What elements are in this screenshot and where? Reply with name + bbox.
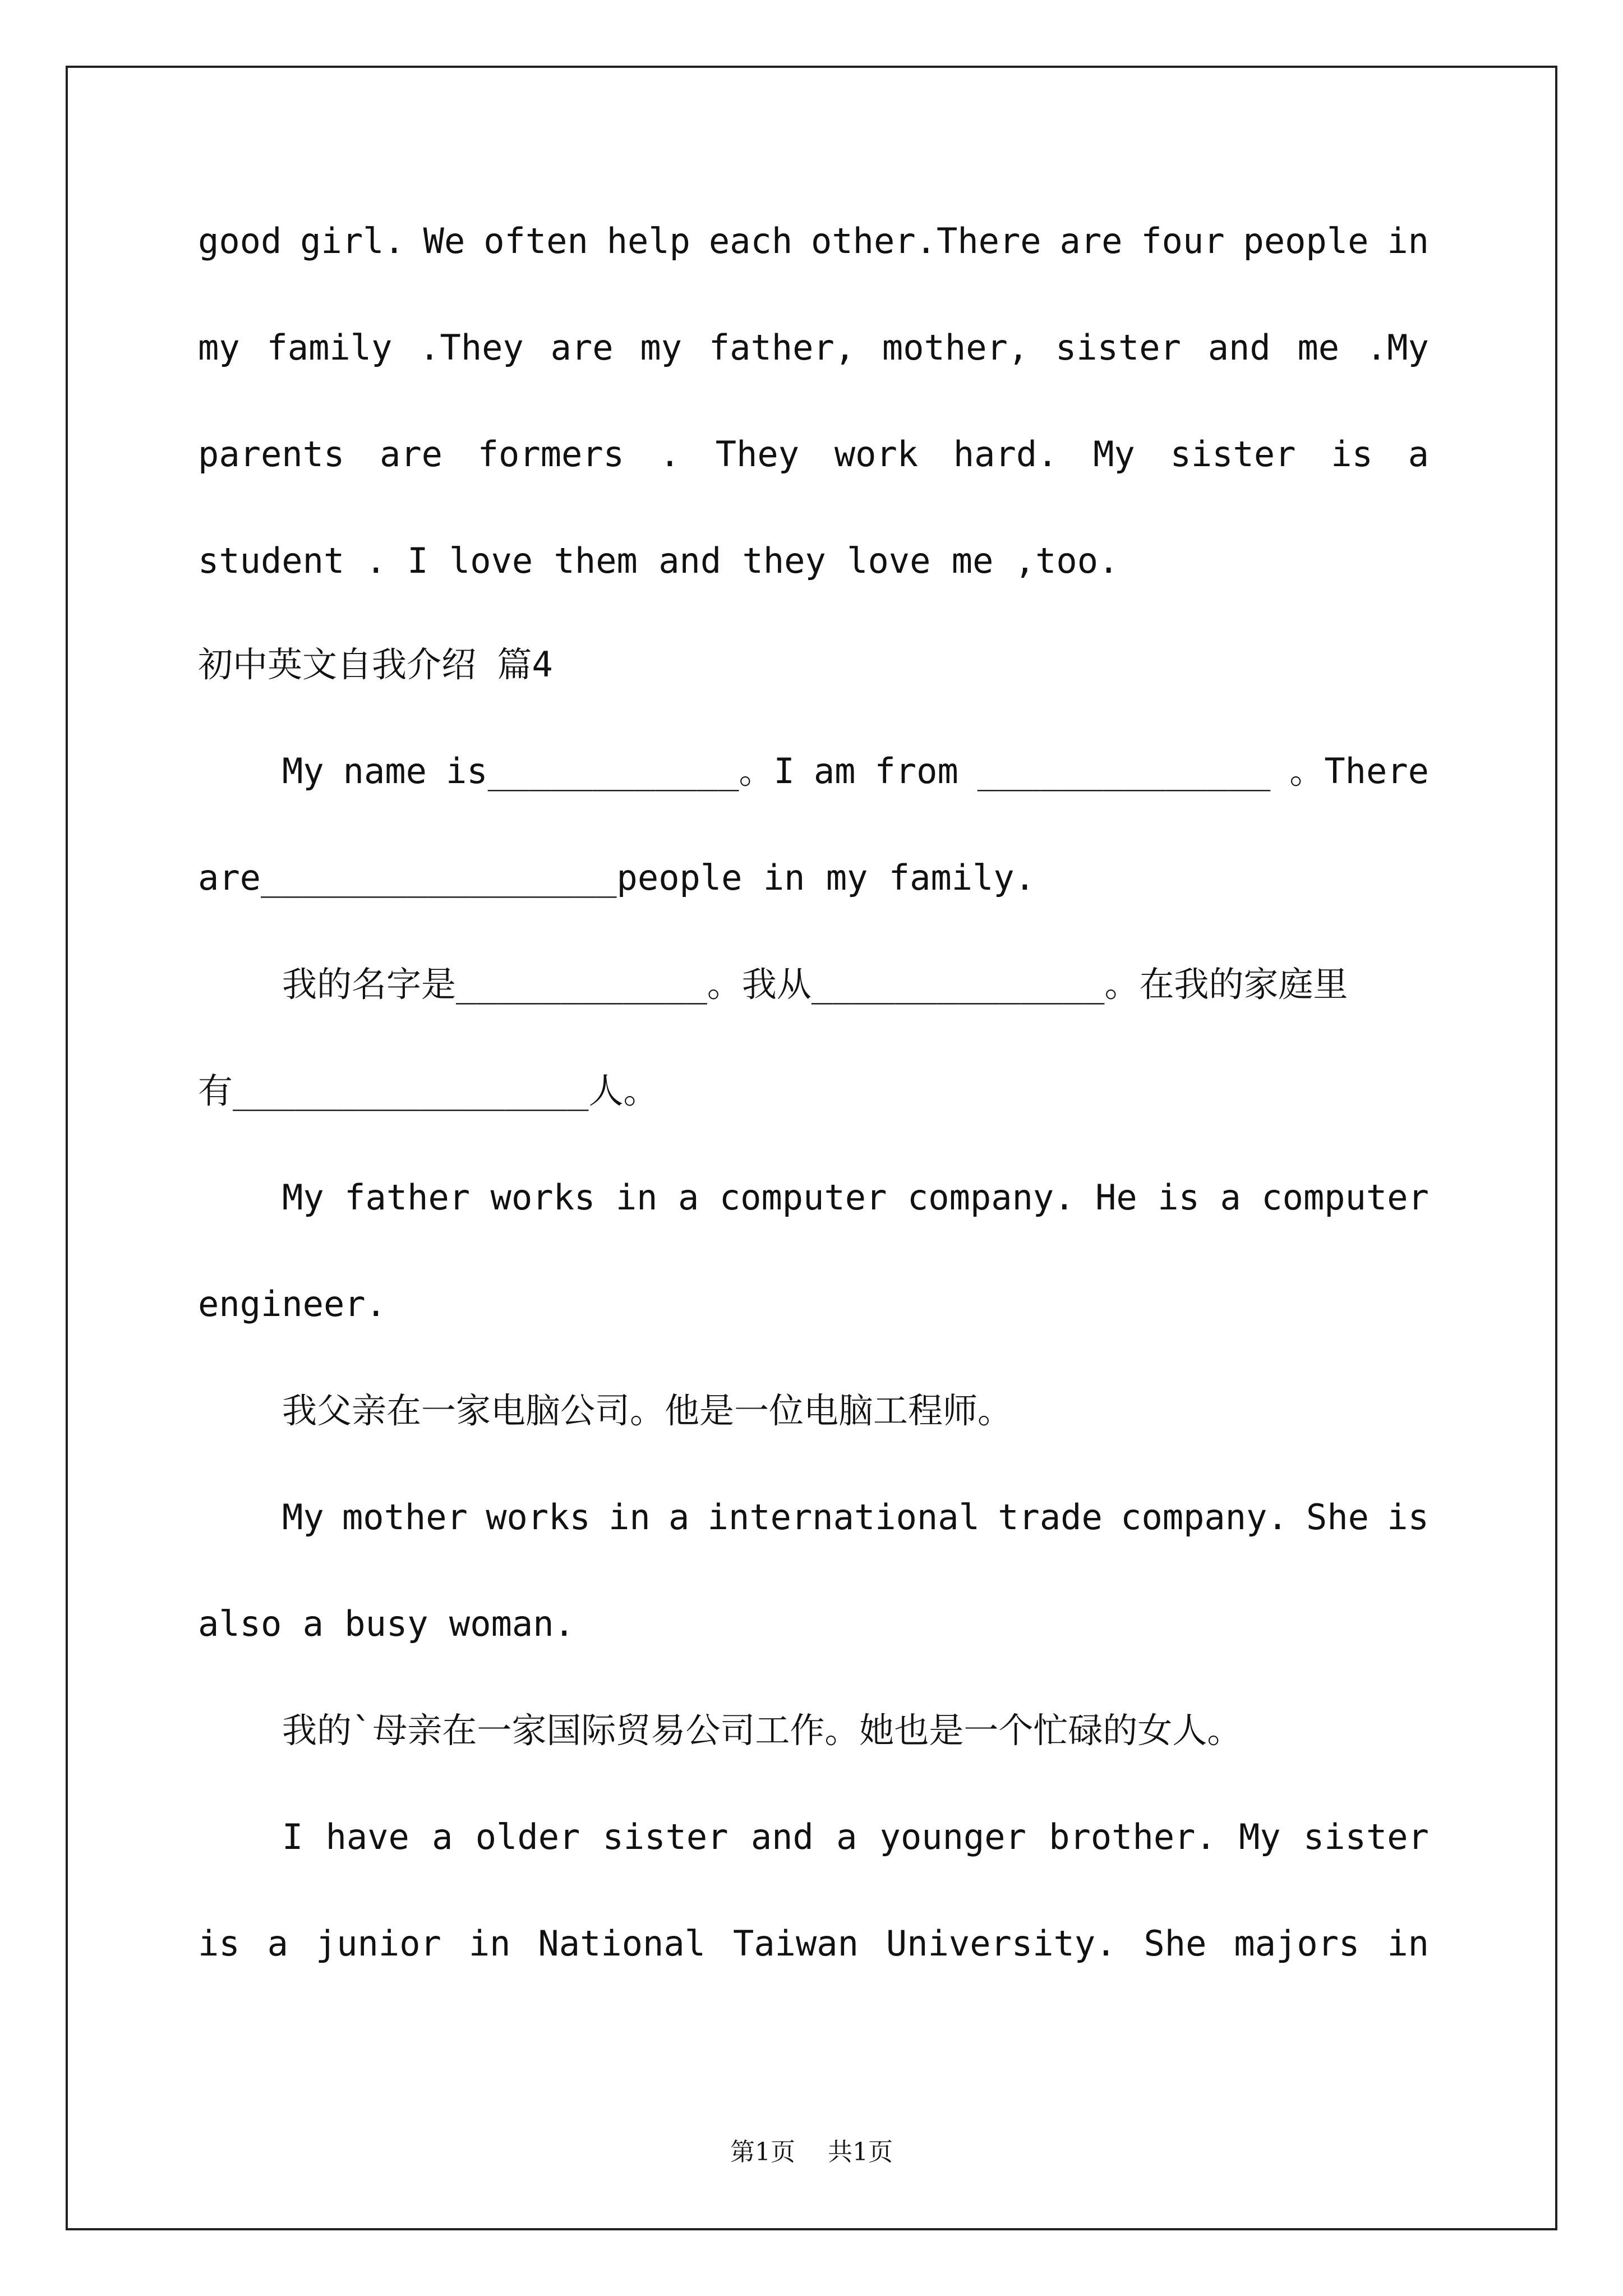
word: is xyxy=(1387,1497,1429,1538)
word: and xyxy=(1207,327,1271,368)
word: mother xyxy=(342,1497,468,1538)
word: She xyxy=(1144,1923,1207,1964)
word: Taiwan xyxy=(733,1923,859,1964)
word: company. xyxy=(1121,1497,1288,1538)
word: in xyxy=(1387,220,1429,261)
word: . xyxy=(659,434,681,475)
paragraph-line: also a busy woman. xyxy=(198,1603,575,1644)
word: My xyxy=(282,1497,324,1538)
word: They xyxy=(715,434,800,475)
paragraph-line: are_________________people in my family. xyxy=(198,857,1036,898)
word: formers xyxy=(477,434,625,475)
section-heading: 初中英文自我介绍 篇4 xyxy=(198,644,553,685)
word: 我的名字是____________。我从______________。在我的家庭里 xyxy=(282,964,1348,1005)
page-total: 共1页 xyxy=(828,2138,893,2166)
word: four xyxy=(1141,220,1225,261)
word: name xyxy=(343,751,427,792)
word: a xyxy=(677,1177,699,1218)
word: girl. xyxy=(300,220,405,261)
paragraph-line xyxy=(198,1806,1429,1868)
word: and xyxy=(750,1816,814,1857)
word: .My xyxy=(1366,327,1429,368)
page-number: 第1页 xyxy=(730,2138,795,2166)
word: company. xyxy=(907,1177,1075,1218)
paragraph-line xyxy=(198,317,1429,379)
word: She xyxy=(1306,1497,1370,1538)
paragraph-line xyxy=(198,1167,1429,1228)
word: trade xyxy=(998,1497,1103,1538)
word: I xyxy=(282,1816,303,1857)
word: from xyxy=(874,751,958,792)
word: work xyxy=(834,434,919,475)
word: in xyxy=(468,1923,511,1964)
paragraph-line xyxy=(198,424,1429,485)
word: help xyxy=(606,220,690,261)
word: other.There xyxy=(811,220,1041,261)
word: .They xyxy=(419,327,524,368)
word: is xyxy=(1158,1177,1200,1218)
word: father, xyxy=(708,327,856,368)
page-border xyxy=(66,66,1557,2230)
word: in xyxy=(1387,1923,1429,1964)
paragraph-line xyxy=(198,740,1429,802)
word: brother. xyxy=(1049,1816,1216,1857)
word: My xyxy=(1093,434,1135,475)
word: a xyxy=(1220,1177,1241,1218)
word: My xyxy=(1239,1816,1281,1857)
word: He xyxy=(1095,1177,1137,1218)
word: hard. xyxy=(953,434,1058,475)
word: We xyxy=(423,220,465,261)
word: people xyxy=(1243,220,1369,261)
paragraph-line xyxy=(198,1487,1429,1548)
word: a xyxy=(267,1923,288,1964)
word: my xyxy=(198,327,240,368)
word: good xyxy=(198,220,282,261)
word: have xyxy=(325,1816,409,1857)
word: family xyxy=(266,327,393,368)
word: in xyxy=(615,1177,658,1218)
page-footer xyxy=(0,2132,1623,2168)
word: University. xyxy=(886,1923,1117,1964)
word: parents xyxy=(198,434,345,475)
word: sister xyxy=(1055,327,1181,368)
word: works xyxy=(490,1177,596,1218)
word: me xyxy=(1297,327,1340,368)
paragraph-line: engineer. xyxy=(198,1283,386,1324)
word: older xyxy=(475,1816,580,1857)
word: often xyxy=(483,220,588,261)
word: a xyxy=(668,1497,690,1538)
word: National xyxy=(538,1923,706,1964)
word: ______________ xyxy=(977,751,1271,792)
word: father xyxy=(344,1177,471,1218)
paragraph-line: 我的`母亲在一家国际贸易公司工作。她也是一个忙碌的女人。 xyxy=(282,1710,1242,1751)
word: computer xyxy=(719,1177,887,1218)
word: a xyxy=(1408,434,1429,475)
word: a xyxy=(836,1816,857,1857)
word: my xyxy=(640,327,683,368)
paragraph-line xyxy=(198,1913,1429,1975)
word: My xyxy=(282,751,324,792)
paragraph-line xyxy=(198,210,1429,272)
word: international xyxy=(707,1497,980,1538)
word: computer xyxy=(1261,1177,1429,1218)
word: is____________。I xyxy=(445,751,795,792)
word: sister xyxy=(602,1816,728,1857)
word: in xyxy=(608,1497,651,1538)
paragraph-line: student . I love them and they love me ,too. xyxy=(198,540,1119,581)
word: each xyxy=(708,220,793,261)
word: a xyxy=(432,1816,453,1857)
paragraph-line: 有_________________人。 xyxy=(198,1070,658,1111)
word: 。There xyxy=(1289,751,1429,792)
word: sister xyxy=(1303,1816,1429,1857)
word: My xyxy=(282,1177,324,1218)
word: am xyxy=(813,751,856,792)
word: is xyxy=(1331,434,1373,475)
paragraph-line: 我父亲在一家电脑公司。他是一位电脑工程师。 xyxy=(282,1390,1013,1431)
word: are xyxy=(380,434,442,475)
word: younger xyxy=(879,1816,1026,1857)
word: are xyxy=(1059,220,1123,261)
word: is xyxy=(198,1923,240,1964)
word: majors xyxy=(1234,1923,1360,1964)
word: sister xyxy=(1170,434,1296,475)
word: junior xyxy=(315,1923,441,1964)
word: works xyxy=(486,1497,591,1538)
word: mother, xyxy=(882,327,1029,368)
word: are xyxy=(550,327,614,368)
paragraph-line xyxy=(198,954,1429,1015)
